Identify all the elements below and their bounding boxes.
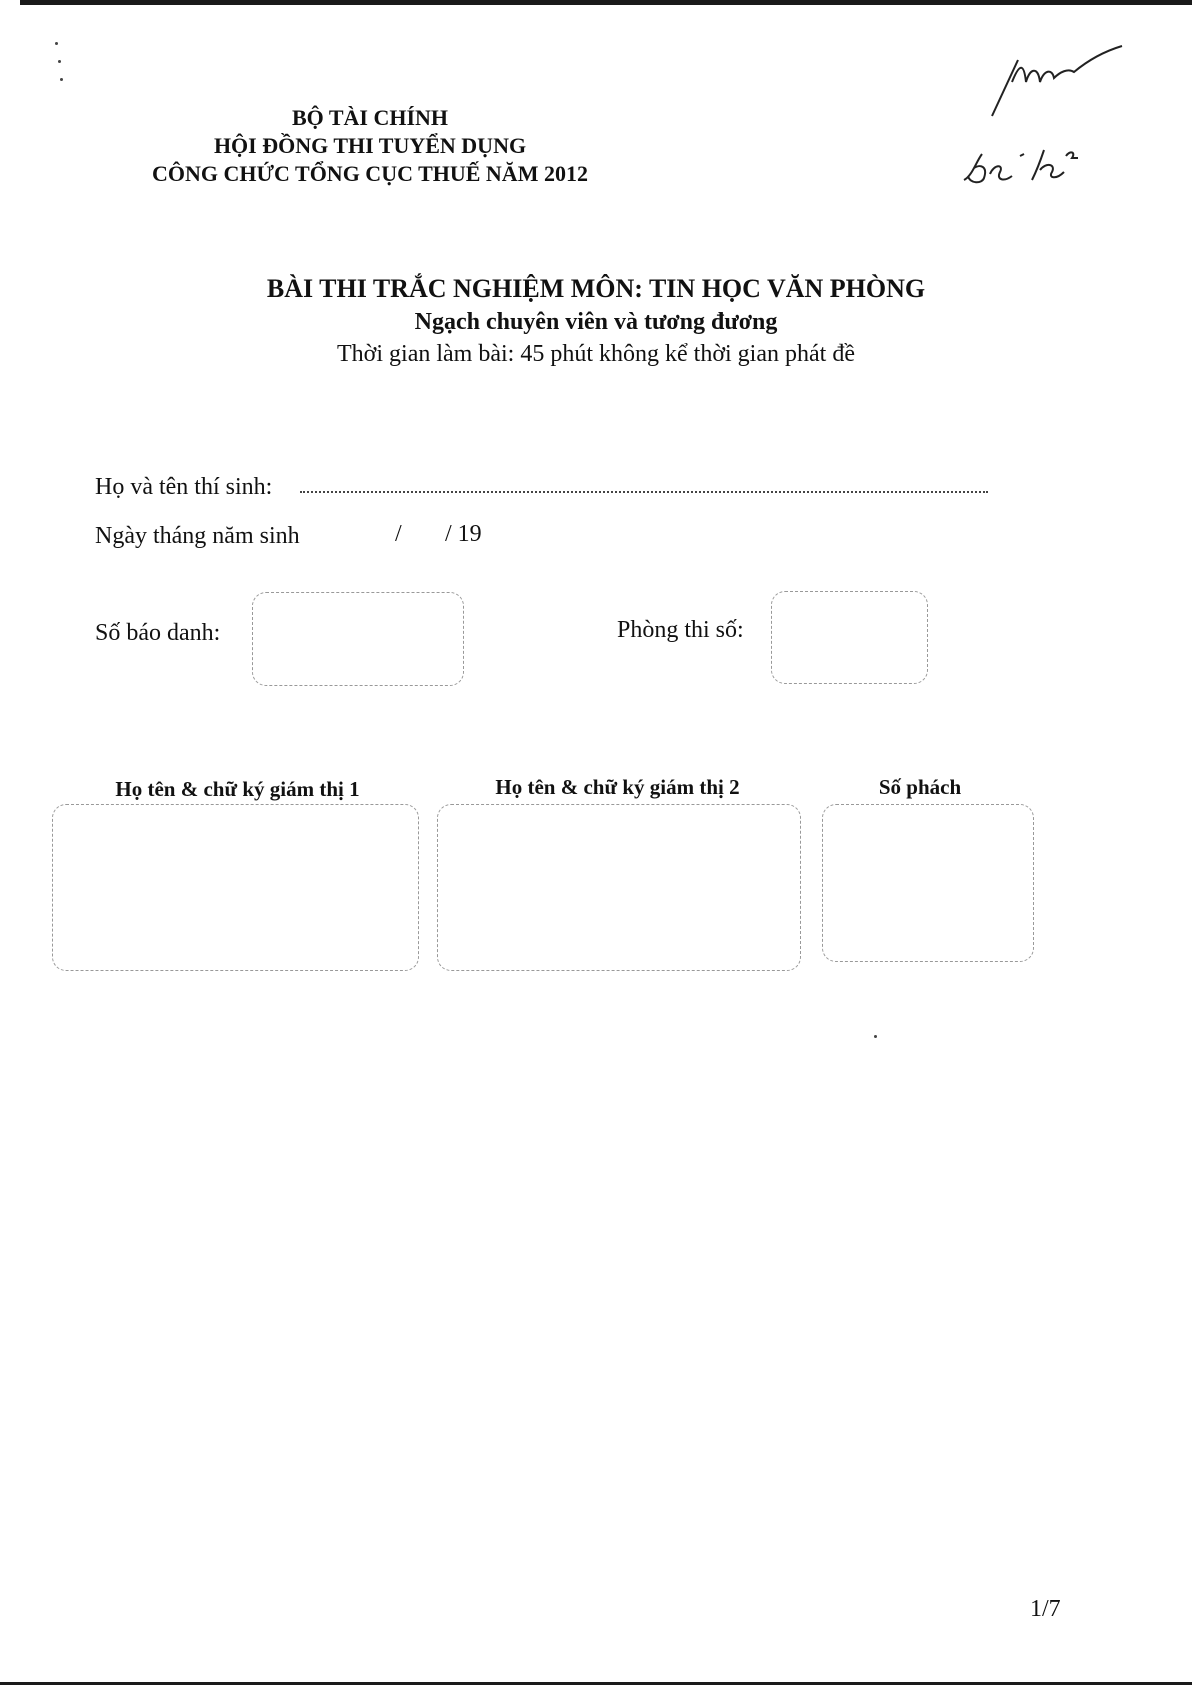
handwritten-variant-note xyxy=(960,142,1090,192)
candidate-number-box[interactable] xyxy=(252,592,464,686)
dob-separator: / xyxy=(395,521,402,547)
scan-edge-top xyxy=(20,0,1192,5)
exam-subtitle: Ngạch chuyên viên và tương đương xyxy=(414,309,778,335)
candidate-number-label: Số báo danh: xyxy=(95,620,221,646)
exam-heading xyxy=(0,272,1192,370)
scan-speck xyxy=(55,42,58,45)
page-number: 1/7 xyxy=(1030,1596,1061,1622)
exam-duration: Thời gian làm bài: 45 phút không kể thời gian phát đề xyxy=(337,341,855,367)
scan-speck xyxy=(60,78,63,81)
scan-speck xyxy=(58,60,61,63)
invigilator1-signature-box[interactable] xyxy=(52,804,419,971)
candidate-name-label: Họ và tên thí sinh: xyxy=(95,474,273,500)
ministry-name: BỘ TÀI CHÍNH xyxy=(291,105,449,130)
invigilator2-signature-box[interactable] xyxy=(437,804,801,971)
issuing-authority xyxy=(105,104,635,188)
invigilator2-label: Họ tên & chữ ký giám thị 2 xyxy=(495,775,740,799)
exam-title: BÀI THI TRẮC NGHIỆM MÔN: TIN HỌC VĂN PHÒNG xyxy=(266,274,926,303)
exam-room-box[interactable] xyxy=(771,591,928,684)
exam-room-label: Phòng thi số: xyxy=(617,617,744,643)
council-name: HỘI ĐỒNG THI TUYỂN DỤNG xyxy=(213,133,527,158)
so-phach-label: Số phách xyxy=(878,775,962,799)
recruitment-name: CÔNG CHỨC TỔNG CỤC THUẾ NĂM 2012 xyxy=(152,161,588,186)
scan-speck xyxy=(874,1035,877,1038)
dob-label: Ngày tháng năm sinh xyxy=(95,523,300,549)
dob-year-prefix: / 19 xyxy=(445,521,482,547)
invigilator1-label: Họ tên & chữ ký giám thị 1 xyxy=(115,777,360,801)
handwritten-name-note xyxy=(990,42,1130,120)
candidate-name-line[interactable] xyxy=(300,491,988,493)
so-phach-box[interactable] xyxy=(822,804,1034,962)
